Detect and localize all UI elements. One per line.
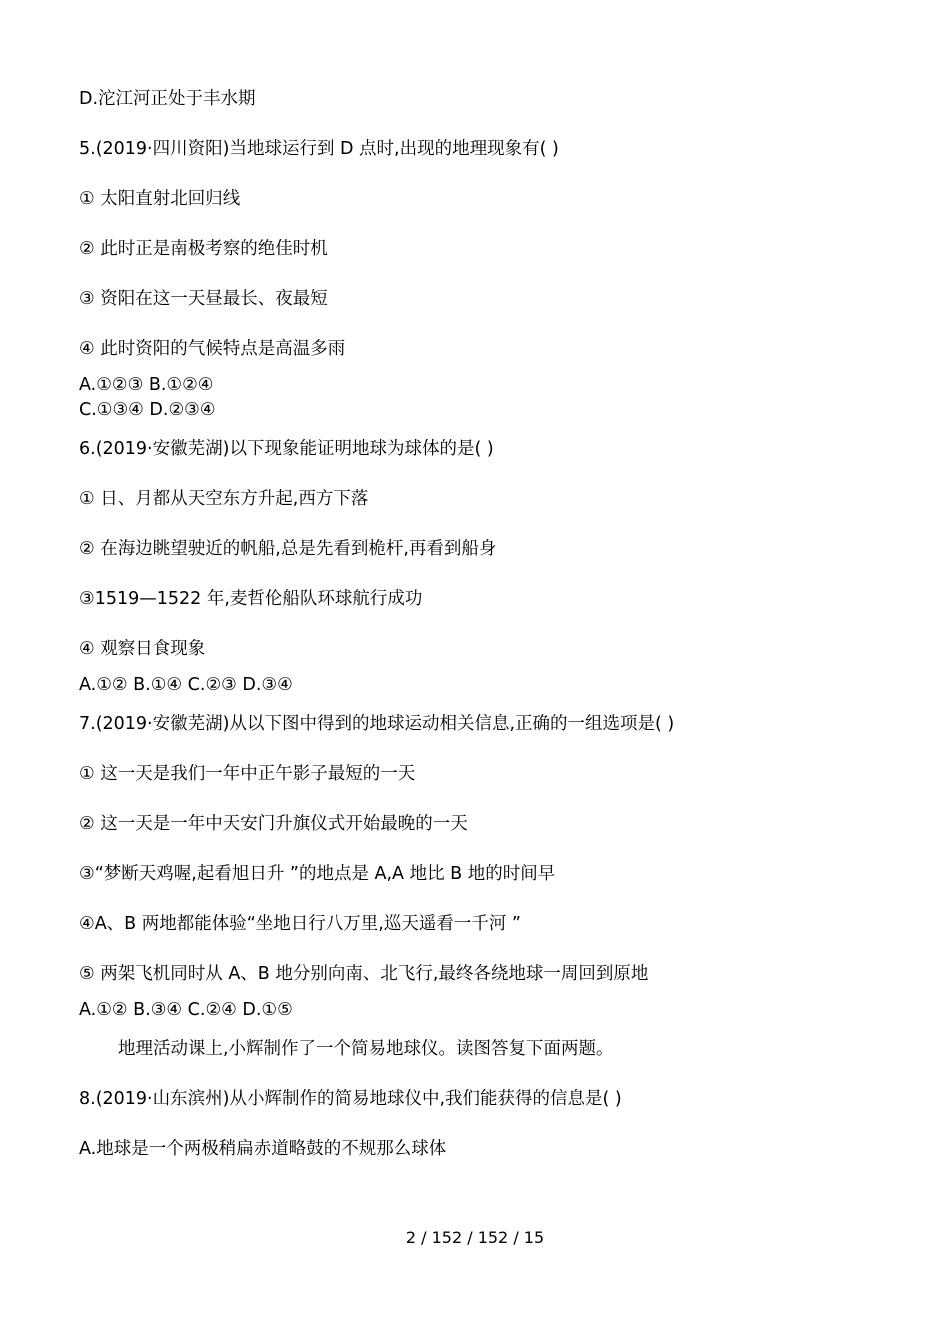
page-number-footer: 2 / 152 / 152 / 15 (405, 1228, 545, 1247)
q6-statement-2: ② 在海边眺望驶近的帆船,总是先看到桅杆,再看到船身 (79, 539, 497, 559)
activity-intro: 地理活动课上,小辉制作了一个简易地球仪。读图答复下面两题。 (118, 1039, 614, 1059)
q5-options-cd: C.①③④ D.②③④ (79, 400, 216, 420)
q7-statement-3: ③“梦断天鸡喔,起看旭日升 ”的地点是 A,A 地比 B 地的时间早 (79, 864, 556, 884)
option-d-q4: D.沱江河正处于丰水期 (79, 89, 256, 109)
q5-statement-4: ④ 此时资阳的气候特点是高温多雨 (79, 339, 346, 359)
q8-option-a: A.地球是一个两极稍扁赤道略鼓的不规那么球体 (79, 1139, 447, 1159)
question-7-stem: 7.(2019·安徽芜湖)从以下图中得到的地球运动相关信息,正确的一组选项是( ) (79, 714, 675, 734)
q5-options-ab: A.①②③ B.①②④ (79, 375, 214, 395)
q6-statement-3: ③1519—1522 年,麦哲伦船队环球航行成功 (79, 589, 423, 609)
q5-statement-2: ② 此时正是南极考察的绝佳时机 (79, 239, 328, 259)
question-6-stem: 6.(2019·安徽芜湖)以下现象能证明地球为球体的是( ) (79, 439, 494, 459)
q7-statement-2: ② 这一天是一年中天安门升旗仪式开始最晚的一天 (79, 814, 468, 834)
question-8-stem: 8.(2019·山东滨州)从小辉制作的简易地球仪中,我们能获得的信息是( ) (79, 1089, 622, 1109)
q7-statement-4: ④A、B 两地都能体验“坐地日行八万里,巡天遥看一千河 ” (79, 914, 521, 934)
q5-statement-1: ① 太阳直射北回归线 (79, 189, 241, 209)
q7-statement-5: ⑤ 两架飞机同时从 A、B 地分别向南、北飞行,最终各绕地球一周回到原地 (79, 964, 649, 984)
question-5-stem: 5.(2019·四川资阳)当地球运行到 D 点时,出现的地理现象有( ) (79, 139, 559, 159)
q7-statement-1: ① 这一天是我们一年中正午影子最短的一天 (79, 764, 416, 784)
q6-statement-4: ④ 观察日食现象 (79, 639, 206, 659)
q5-statement-3: ③ 资阳在这一天昼最长、夜最短 (79, 289, 328, 309)
q6-options: A.①② B.①④ C.②③ D.③④ (79, 675, 293, 695)
q6-statement-1: ① 日、月都从天空东方升起,西方下落 (79, 489, 369, 509)
q7-options: A.①② B.③④ C.②④ D.①⑤ (79, 1000, 293, 1020)
